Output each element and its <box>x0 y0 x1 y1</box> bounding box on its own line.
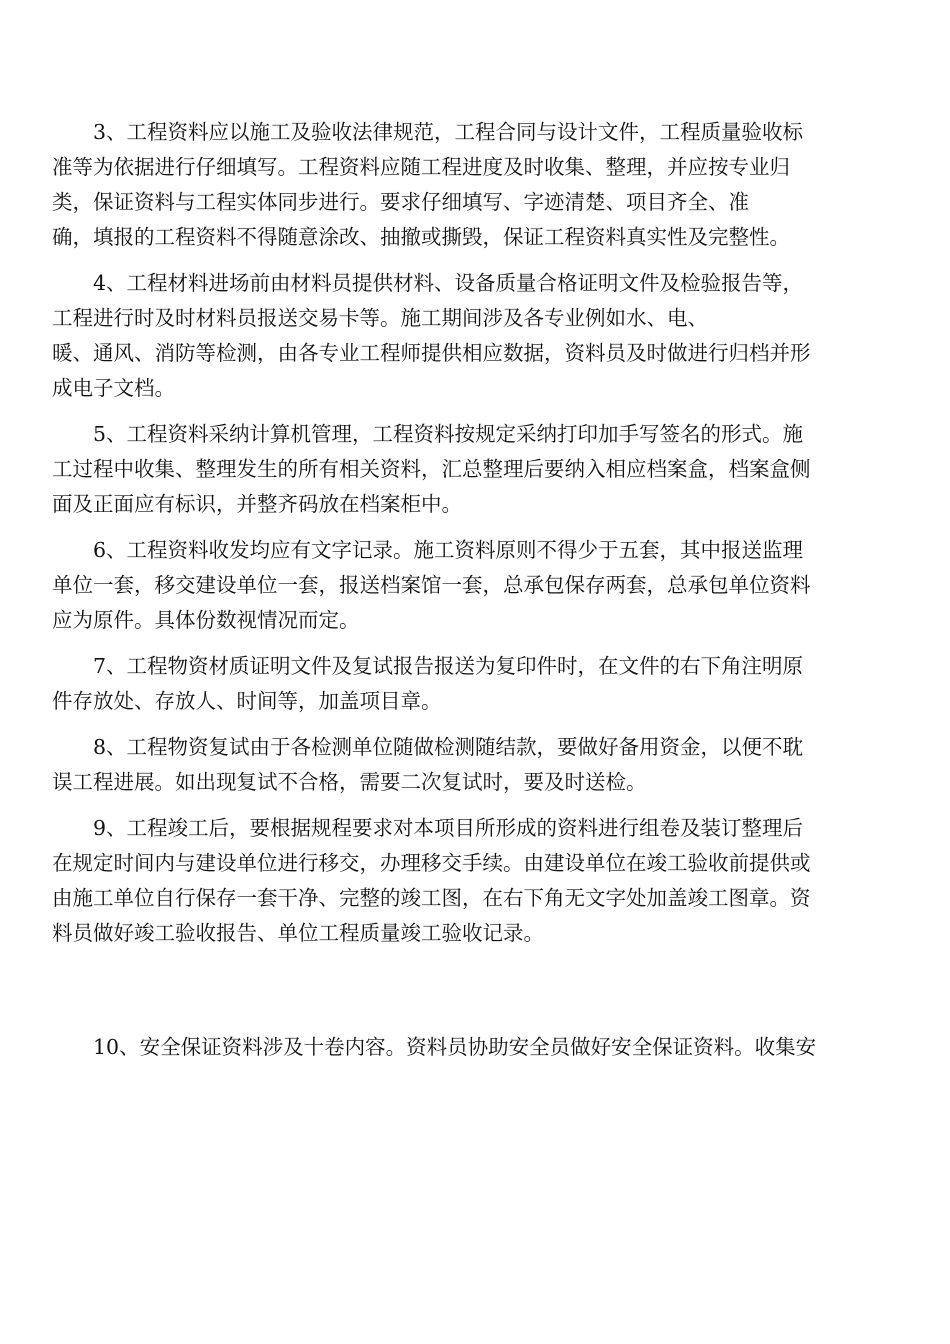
text-line: 3、工程资料应以施工及验收法律规范，工程合同与设计文件，工程质量验收标 <box>93 120 804 144</box>
text-line: 6、工程资料收发均应有文字记录。施工资料原则不得少于五套，其中报送监理 <box>93 538 804 562</box>
text-line: 10、安全保证资料涉及十卷内容。资料员协助安全员做好安全保证资料。收集安 <box>93 1035 817 1059</box>
text-line: 4、工程材料进场前由材料员提供材料、设备质量合格证明文件及检验报告等， <box>93 271 804 295</box>
text-line: 确，填报的工程资料不得随意涂改、抽撤或撕毁，保证工程资料真实性及完整性。 <box>52 225 790 249</box>
paragraph-9 <box>52 811 896 951</box>
text-line: 工程进行时及时材料员报送交易卡等。施工期间涉及各专业例如水、电、 <box>52 306 708 330</box>
paragraph-5 <box>52 417 896 522</box>
text-line: 单位一套，移交建设单位一套，报送档案馆一套，总承包保存两套，总承包单位资料 <box>52 573 811 597</box>
paragraph-3 <box>52 115 896 255</box>
paragraph-7 <box>52 649 896 719</box>
text-line: 料员做好竣工验收报告、单位工程质量竣工验收记录。 <box>52 921 544 945</box>
text-line: 准等为依据进行仔细填写。工程资料应随工程进度及时收集、整理，并应按专业归 <box>52 155 790 179</box>
text-line: 件存放处、存放人、时间等，加盖项目章。 <box>52 689 442 713</box>
text-line: 类，保证资料与工程实体同步进行。要求仔细填写、字迹清楚、项目齐全、准 <box>52 190 749 214</box>
text-line: 工过程中收集、整理发生的所有相关资料，汇总整理后要纳入相应档案盒，档案盒侧 <box>52 457 811 481</box>
text-line: 在规定时间内与建设单位进行移交，办理移交手续。由建设单位在竣工验收前提供或 <box>52 851 811 875</box>
text-line: 8、工程物资复试由于各检测单位随做检测随结款，要做好备用资金，以便不耽 <box>93 735 804 759</box>
text-line: 面及正面应有标识，并整齐码放在档案柜中。 <box>52 492 462 516</box>
paragraph-4 <box>52 266 896 406</box>
paragraph-6 <box>52 533 896 638</box>
text-line: 误工程进展。如出现复试不合格，需要二次复试时，要及时送检。 <box>52 770 647 794</box>
text-line: 5、工程资料采纳计算机管理，工程资料按规定采纳打印加手写签名的形式。施 <box>93 422 804 446</box>
text-line: 成电子文档。 <box>52 376 175 400</box>
text-line: 9、工程竣工后，要根据规程要求对本项目所形成的资料进行组卷及装订整理后 <box>93 816 804 840</box>
paragraph-8 <box>52 730 896 800</box>
text-line: 暖、通风、消防等检测，由各专业工程师提供相应数据，资料员及时做进行归档并形 <box>52 341 811 365</box>
text-line: 7、工程物资材质证明文件及复试报告报送为复印件时，在文件的右下角注明原 <box>93 654 804 678</box>
text-line: 由施工单位自行保存一套干净、完整的竣工图，在右下角无文字处加盖竣工图章。资 <box>52 886 811 910</box>
blank-space <box>52 962 896 1030</box>
text-line: 应为原件。具体份数视情况而定。 <box>52 608 360 632</box>
paragraph-10 <box>52 1030 896 1065</box>
